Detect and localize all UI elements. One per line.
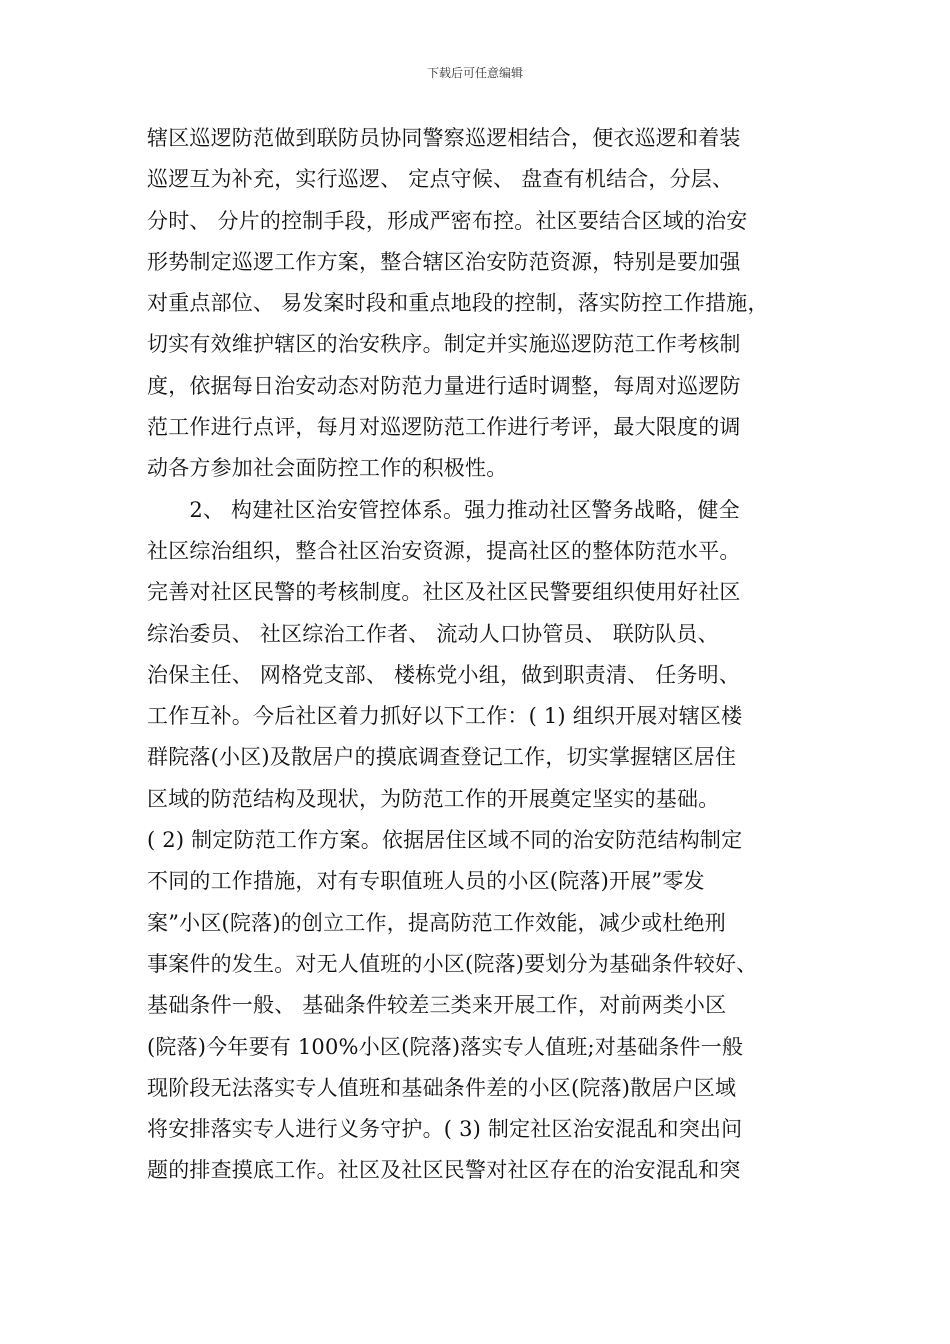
page-header: 下载后可任意编辑 <box>426 66 523 80</box>
text-line: 辖区巡逻防范做到联防员协同警察巡逻相结合，便衣巡逻和着装 <box>147 126 741 150</box>
text-line: 治保主任、 网格党支部、 楼栋党小组，做到职责清、 任务明、 <box>147 662 741 687</box>
text-line: 2、 构建社区治安管控体系。强力推动社区警务战略，健全 <box>147 497 740 522</box>
text-line: 区域的防范结构及现状，为防范工作的开展奠定坚实的基础。 <box>147 786 720 811</box>
text-line: ( 2) 制定防范工作方案。依据居住区域不同的治安防范结构制定 <box>147 828 743 853</box>
text-line: 事案件的发生。对无人值班的小区(院落)要划分为基础条件较好、 <box>147 951 758 976</box>
text-line: 形势制定巡逻工作方案，整合辖区治安防范资源，特别是要加强 <box>147 249 741 274</box>
text-line: 完善对社区民警的考核制度。社区及社区民警要组织使用好社区 <box>147 580 741 605</box>
text-line: 巡逻互为补充，实行巡逻、 定点守候、 盘查有机结合，分层、 <box>147 167 734 192</box>
text-line: 将安排落实专人进行义务守护。( 3) 制定社区治安混乱和突出问 <box>147 1117 743 1142</box>
text-line: 社区综治组织，整合社区治安资源，提高社区的整体防范水平。 <box>147 538 741 563</box>
text-line: 动各方参加社会面防控工作的积极性。 <box>147 456 508 481</box>
text-line: 综治委员、 社区综治工作者、 流动人口协管员、 联防队员、 <box>147 621 719 646</box>
text-line: 群院落(小区)及散居户的摸底调查登记工作，切实掌握辖区居住 <box>147 745 737 770</box>
text-line: 对重点部位、 易发案时段和重点地段的控制，落实防控工作措施， <box>147 291 769 316</box>
text-line: 范工作进行点评，每月对巡逻防范工作进行考评，最大限度的调 <box>147 415 741 440</box>
text-line: 不同的工作措施，对有专职值班人员的小区(院落)开展”零发 <box>147 869 705 894</box>
text-line: 现阶段无法落实专人值班和基础条件差的小区(院落)散居户区域 <box>147 1075 737 1100</box>
text-line: 切实有效维护辖区的治安秩序。制定并实施巡逻防范工作考核制 <box>147 332 741 357</box>
text-line: 分时、 分片的控制手段，形成严密布控。社区要结合区域的治安 <box>147 208 748 233</box>
text-line: 题的排查摸底工作。社区及社区民警对社区存在的治安混乱和突 <box>147 1158 741 1183</box>
text-line: 案”小区(院落)的创立工作，提高防范工作效能，减少或杜绝刑 <box>147 910 726 935</box>
text-line: 度，依据每日治安动态对防范力量进行适时调整，每周对巡逻防 <box>147 373 741 398</box>
text-line: (院落)今年要有 100%小区(院落)落实专人值班;对基础条件一般 <box>147 1034 744 1059</box>
text-line: 工作互补。今后社区着力抓好以下工作：( 1) 组织开展对辖区楼 <box>147 704 743 729</box>
text-line: 基础条件一般、 基础条件较差三类来开展工作，对前两类小区 <box>147 993 727 1018</box>
body-text <box>147 118 807 1192</box>
